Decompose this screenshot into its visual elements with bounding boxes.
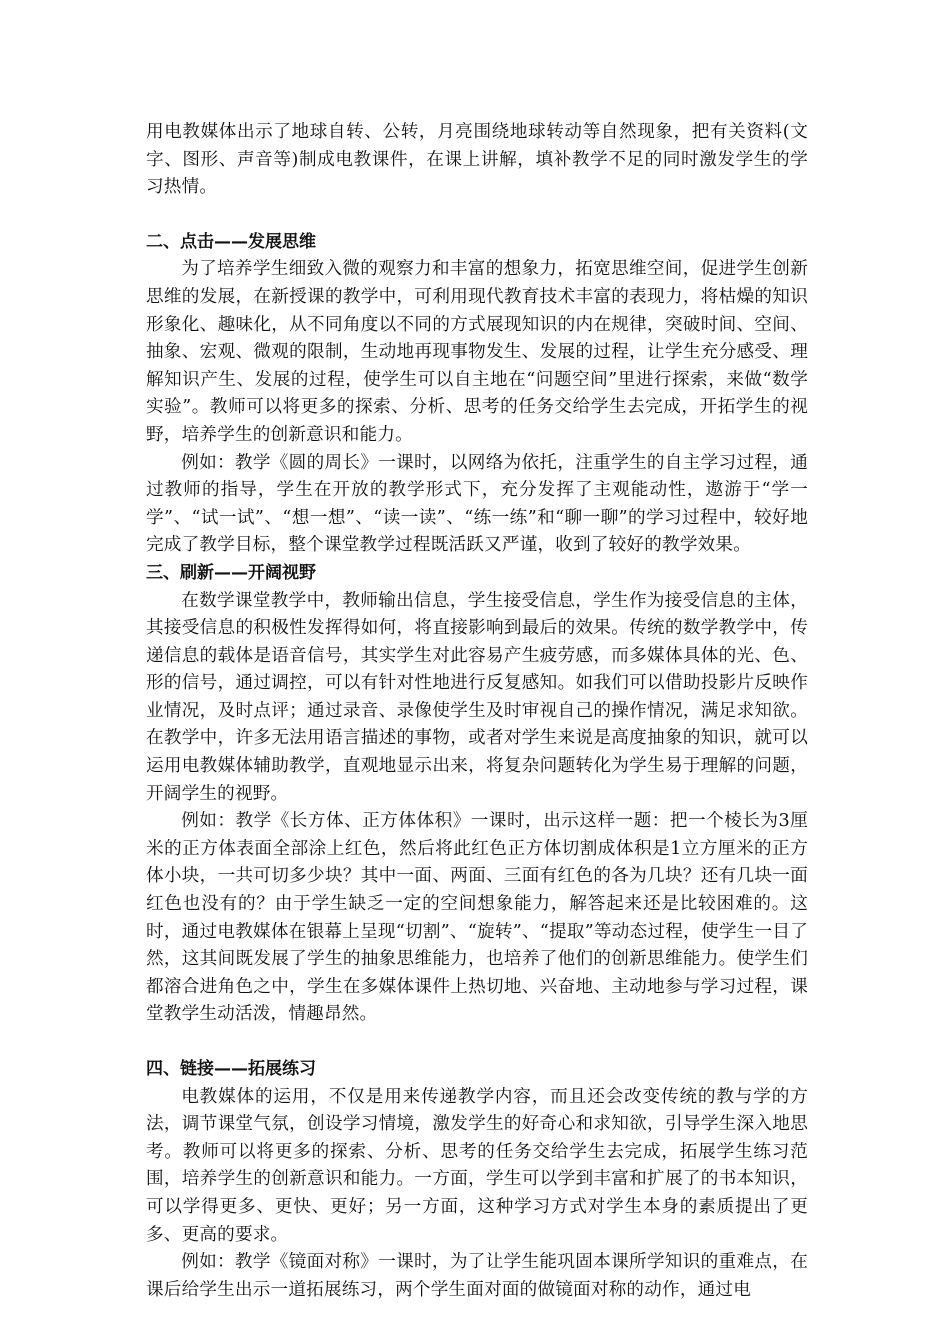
document-page [146, 119, 808, 1304]
section-gap [146, 202, 808, 229]
section2-paragraph-2: 例如：教学《圆的周长》一课时，以网络为依托，注重学生的自主学习过程，通过教师的指导，学生在开放的教学形式下，充分发挥了主观能动性，遨游于“学一学”、“试一试”、“想一想”、“读一读”、“练一练”和“聊一聊”的学习过程中，较好地完成了教学目标，整个课堂教学过程既活跃又严谨，收到了较好的教学效果。 [146, 452, 808, 556]
section-heading-3: 三、刷新——开阔视野 [146, 562, 316, 583]
section4-paragraph-1: 电教媒体的运用，不仅是用来传递教学内容，而且还会改变传统的教与学的方法，调节课堂气氛，创设学习情境，激发学生的好奇心和求知欲，引导学生深入地思考。教师可以将更多的探索、分析、思考的任务交给学生去完成，拓展学生练习范围，培养学生的创新意识和能力。一方面，学生可以学到丰富和扩展了的书本知识，可以学得更多、更快、更好；另一方面，这种学习方式对学生本身的素质提出了更多、更高的要求。 [146, 1086, 808, 1245]
section-heading-2: 二、点击——发展思维 [146, 231, 316, 252]
section4-paragraph-2: 例如：教学《镜面对称》一课时，为了让学生能巩固本课所学知识的重难点，在课后给学生出示一道拓展练习，两个学生面对面的做镜面对称的动作，通过电 [146, 1252, 808, 1300]
section2-paragraph-1: 为了培养学生细致入微的观察力和丰富的想象力，拓宽思维空间，促进学生创新思维的发展，在新授课的教学中，可利用现代教育技术丰富的表现力，将枯燥的知识形象化、趣味化，从不同角度以不同的方式展现知识的内在规律，突破时间、空间、抽象、宏观、微观的限制，生动地再现事物发生、发展的过程，让学生充分感受、理解知识产生、发展的过程，使学生可以自主地在“问题空间”里进行探索，来做“数学实验”。教师可以将更多的探索、分析、思考的任务交给学生去完成，开拓学生的视野，培养学生的创新意识和能力。 [146, 259, 808, 445]
section-gap [146, 1029, 808, 1056]
section-heading-4: 四、链接——拓展练习 [146, 1059, 316, 1079]
section3-paragraph-1: 在数学课堂教学中，教师输出信息，学生接受信息，学生作为接受信息的主体，其接受信息的积极性发挥得如何，将直接影响到最后的效果。传统的数学教学中，传递信息的载体是语音信号，其实学生对此容易产生疲劳感，而多媒体具体的光、色、形的信号，通过调控，可以有针对性地进行反复感知。如我们可以借助投影片反映作业情况，及时点评；通过录音、录像使学生及时审视自己的操作情况，满足求知欲。在教学中，许多无法用语言描述的事物，或者对学生来说是高度抽象的知识，就可以运用电教媒体辅助教学，直观地显示出来，将复杂问题转化为学生易于理解的问题，开阔学生的视野。 [146, 590, 808, 804]
section3-paragraph-2: 例如：教学《长方体、正方体体积》一课时，出示这样一题：把一个棱长为3厘米的正方体表面全部涂上红色，然后将此红色正方体切割成体积是1立方厘米的正方体小块，一共可切多少块？其中一面、两面、三面有红色的各为几块？还有几块一面红色也没有的？由于学生缺乏一定的空间想象能力，解答起来还是比较困难的。这时，通过电教媒体在银幕上呈现“切割”、“旋转”、“提取”等动态过程，使学生一目了然，这其间既发展了学生的抽象思维能力，也培养了他们的创新思维能力。使学生们都溶合进角色之中，学生在多媒体课件上热切地、兴奋地、主动地参与学习过程，课堂教学生动活泼，情趣昂然。 [146, 811, 808, 1025]
intro-paragraph: 用电教媒体出示了地球自转、公转，月亮围绕地球转动等自然现象，把有关资料(文字、图形、声音等)制成电教课件，在课上讲解，填补教学不足的同时激发学生的学习热情。 [146, 122, 808, 198]
